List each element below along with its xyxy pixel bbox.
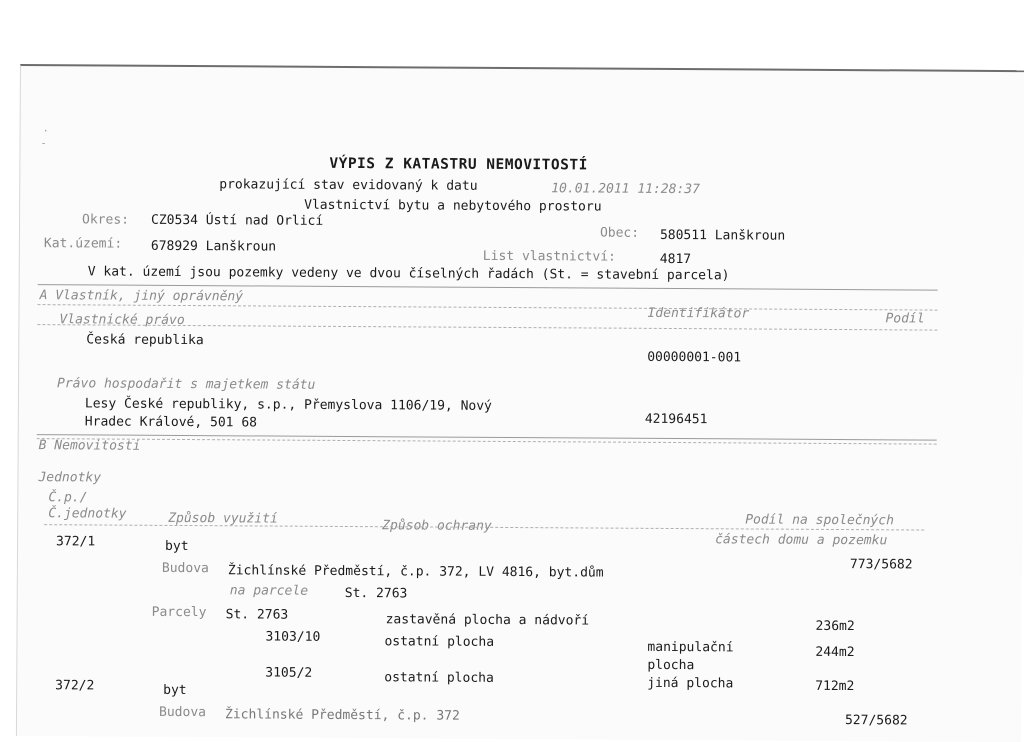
section-a-heading: A Vlastník, jiný oprávněný bbox=[39, 288, 244, 305]
obec-value: 580511 Lanškroun bbox=[659, 227, 786, 244]
lv-label: List vlastnictví: bbox=[482, 248, 616, 265]
parcel-area: 236m2 bbox=[815, 618, 855, 635]
parcel-type: ostatní plocha bbox=[384, 634, 495, 650]
parcel-area: 712m2 bbox=[815, 678, 855, 695]
owner2-id: 42196451 bbox=[644, 411, 708, 428]
subtitle-prefix: prokazující stav evidovaný k datu bbox=[219, 177, 478, 194]
okres-value: CZ0534 Ústí nad Orlicí bbox=[151, 212, 324, 229]
subtitle-date: 10.01.2011 11:28:37 bbox=[551, 181, 701, 198]
parcel-use: jiná plocha bbox=[647, 675, 734, 692]
col-use: Způsob využití bbox=[168, 510, 278, 527]
scan-speck: · bbox=[42, 126, 49, 138]
owner1-id: 00000001-001 bbox=[647, 349, 742, 366]
right1-label: Vlastnické právo bbox=[59, 312, 185, 329]
unit1-parcels-label: Parcely bbox=[151, 604, 207, 621]
katuzemi-label: Kat.území: bbox=[43, 236, 123, 252]
owner2-line1: Lesy České republiky, s.p., Přemyslova 1106/19, Nový bbox=[84, 396, 492, 414]
katuzemi-value: 678929 Lanškroun bbox=[150, 238, 277, 255]
unit2-number: 372/2 bbox=[55, 678, 95, 694]
document-title: VÝPIS Z KATASTRU NEMOVITOSTÍ bbox=[329, 155, 588, 174]
right2-label: Právo hospodařit s majetkem státu bbox=[57, 376, 316, 393]
unit1-building-value: Žichlínské Předměstí, č.p. 372, LV 4816, byt.dům bbox=[227, 563, 604, 581]
parcel-id: 3103/10 bbox=[265, 629, 321, 645]
col-share-line1: Podíl na společných bbox=[745, 512, 894, 529]
col-share-line2: částech domu a pozemku bbox=[715, 532, 888, 549]
col-protection: Způsob ochrany bbox=[382, 518, 492, 534]
divider bbox=[38, 304, 938, 310]
parcel-id: 3105/2 bbox=[265, 665, 313, 681]
parcel-area: 244m2 bbox=[815, 644, 855, 661]
okres-label: Okres: bbox=[82, 212, 130, 228]
col-unit: Č.jednotky bbox=[48, 506, 127, 522]
unit2-use: byt bbox=[163, 682, 187, 699]
unit1-share: 773/5682 bbox=[849, 557, 913, 573]
unit1-use: byt bbox=[165, 538, 189, 555]
unit1-parcel-on-value: St. 2763 bbox=[344, 585, 408, 602]
owner2-line2: Hradec Králové, 501 68 bbox=[84, 414, 258, 431]
document-sheet bbox=[16, 64, 1024, 742]
parcel-use-line1: manipulační bbox=[647, 639, 734, 656]
scan-speck: - bbox=[40, 138, 47, 150]
col-share: Podíl bbox=[885, 311, 925, 327]
unit1-parcel-on-label: na parcele bbox=[229, 583, 309, 599]
owner1-name: Česká republika bbox=[86, 332, 204, 349]
section-b-heading: B Nemovitosti bbox=[38, 438, 141, 454]
col-identifier: Identifikátor bbox=[647, 305, 750, 322]
obec-label: Obec: bbox=[599, 225, 640, 241]
ownership-type: Vlastnictví bytu a nebytového prostoru bbox=[304, 197, 602, 215]
unit2-building-label: Budova bbox=[158, 704, 207, 721]
units-subheading: Jednotky bbox=[38, 470, 102, 486]
unit1-number: 372/1 bbox=[56, 534, 96, 550]
unit1-building-label: Budova bbox=[161, 560, 209, 577]
unit2-share: 527/5682 bbox=[844, 713, 908, 729]
parcel-type: ostatní plocha bbox=[384, 670, 494, 686]
parcel-id: St. 2763 bbox=[225, 607, 289, 623]
parcel-type: zastavěná plocha a nádvoří bbox=[385, 612, 590, 629]
col-cp: Č.p./ bbox=[48, 490, 88, 506]
parcel-use-line2: plocha bbox=[647, 657, 695, 674]
katuzemi-note: V kat. území jsou pozemky vedeny ve dvou číselných řadách (St. = stavební parcela) bbox=[87, 264, 730, 284]
unit2-building-value: Žichlínské Předměstí, č.p. 372 bbox=[224, 707, 460, 724]
lv-value: 4817 bbox=[659, 251, 692, 268]
